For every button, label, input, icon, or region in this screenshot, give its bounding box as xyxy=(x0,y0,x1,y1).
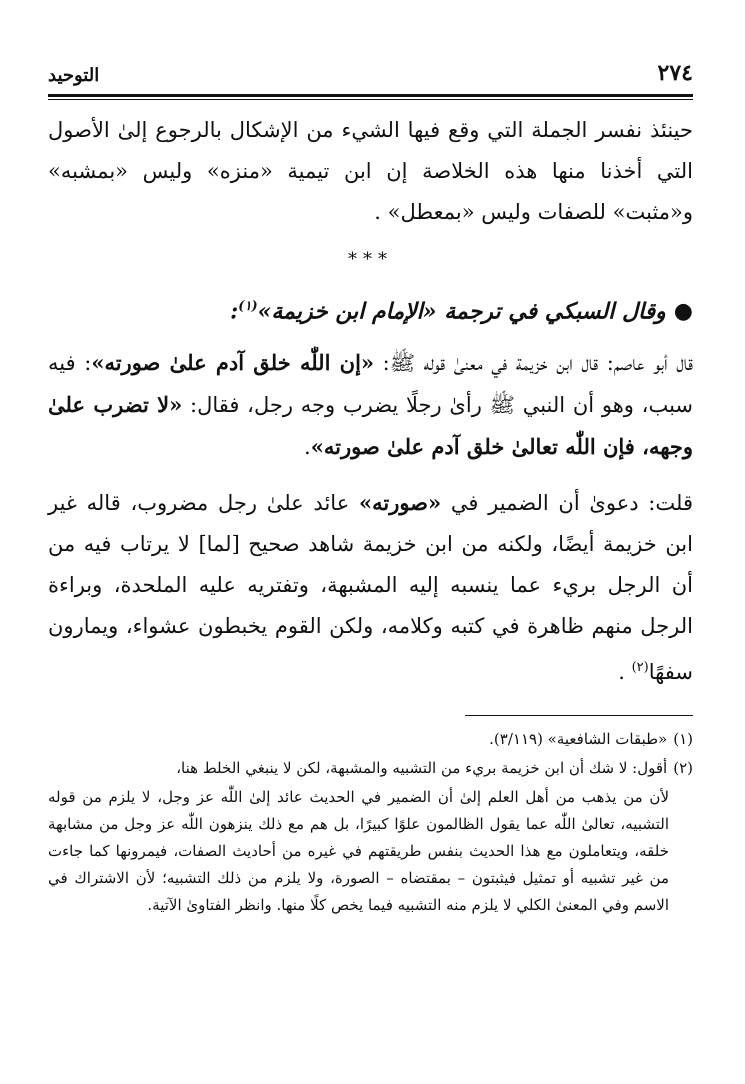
footnote-2-first-line: أقول: لا شك أن ابن خزيمة بريء من التشبيه والمشبهة، لكن لا ينبغي الخلط هنا، xyxy=(176,759,668,778)
para3-end: . xyxy=(618,660,632,685)
paragraph-1: حينئذ نفسر الجملة التي وقع فيها الشيء من الإشكال بالرجوع إلىٰ الأصول التي أخذنا منها هذه الخلاصة إن ابن تيمية «منزه» وليس «بمشبه» و«مثبت» للصفات وليس «بمعطل» . xyxy=(48,118,693,224)
footnote-ref-2: (٢) xyxy=(631,660,649,676)
hadith-quote-2: «لا تضرب علىٰ وجهه، فإن اللّٰه تعالىٰ خلق آدم علىٰ صورته» xyxy=(48,392,693,460)
para3-intro: قلت: دعوىٰ أن الضمير في xyxy=(441,491,693,516)
footnotes xyxy=(48,726,693,919)
page-number: ٢٧٤ xyxy=(657,60,693,86)
running-title: التوحيد xyxy=(48,65,100,86)
para2-end: . xyxy=(304,435,311,460)
footnote-1 xyxy=(48,726,693,753)
para3-body: عائد علىٰ رجل مضروب، قاله غير ابن خزيمة أيضًا، ولكنه من ابن خزيمة شاهد صحيح [لما] لا يرتاب فيه من أن الرجل بريء عما ينسبه إليه المشبهة، وتفتريه عليه الملحدة، وبراءة الرجل منهم ظاهرة في كتبه وكلامه، ولكن القوم يخبطون عشواء، ويمارون سفهًا xyxy=(48,491,693,685)
heading-text: وقال السبكي في ترجمة «الإمام ابن خزيمة» xyxy=(257,298,666,325)
bullet-icon: ● xyxy=(673,298,693,325)
footnote-ref-1: (١) xyxy=(238,299,258,314)
paragraph-3 xyxy=(48,482,693,693)
para3-quoted-word: «صورته» xyxy=(358,490,442,516)
heading-colon: : xyxy=(230,298,239,325)
footnote-2-number: (٢) xyxy=(673,759,693,778)
header-rule-thick xyxy=(48,94,693,97)
paragraph-gap xyxy=(48,468,693,482)
header-rule-thin xyxy=(48,99,693,100)
para2-middle: : فيه سبب، وهو أن النبي ﷺ رأىٰ رجلًا يضرب وجه رجل، فقال: xyxy=(48,351,694,418)
main-text xyxy=(48,110,693,693)
page-header xyxy=(48,52,693,86)
footnote-2 xyxy=(48,755,693,782)
paragraph-2 xyxy=(48,342,693,468)
para2-intro: قال أبو عاصم: قال ابن خزيمة في معنىٰ قوله ﷺ: xyxy=(374,351,693,376)
hadith-quote-1: «إن اللّٰه خلق آدم علىٰ صورته» xyxy=(91,350,375,376)
footnote-1-text: «طبقات الشافعية» (٣/١١٩). xyxy=(489,730,668,749)
footnote-2-continuation: لأن من يذهب من أهل العلم إلىٰ أن الضمير في الحديث عائد إلىٰ اللّٰه عز وجل، لا يلزم من قوله التشبيه، تعالىٰ اللّٰه عما يقول الظالمون علوًا كبيرًا، بل هم مع ذلك ينزهون اللّٰه عز وجل من مشابهة خلقه، ويتعاملون مع هذا الحديث بنفس طريقتهم في غيره من أحاديث الصفات، فيمرونها كما جاءت من غير تشبيه أو تمثيل فيثبتون – بمقتضاه – الصورة، ولا يلزم من ذلك التشبيه؛ لأن الاشتراك في الاسم وفي المعنىٰ الكلي لا يلزم منه التشبيه فيما يخص كلًا منها. وانظر الفتاوىٰ الآتية. xyxy=(48,788,670,915)
section-heading xyxy=(48,286,693,332)
footnote-divider xyxy=(465,715,693,716)
footnote-1-number: (١) xyxy=(673,730,693,749)
section-separator: *** xyxy=(348,249,393,270)
